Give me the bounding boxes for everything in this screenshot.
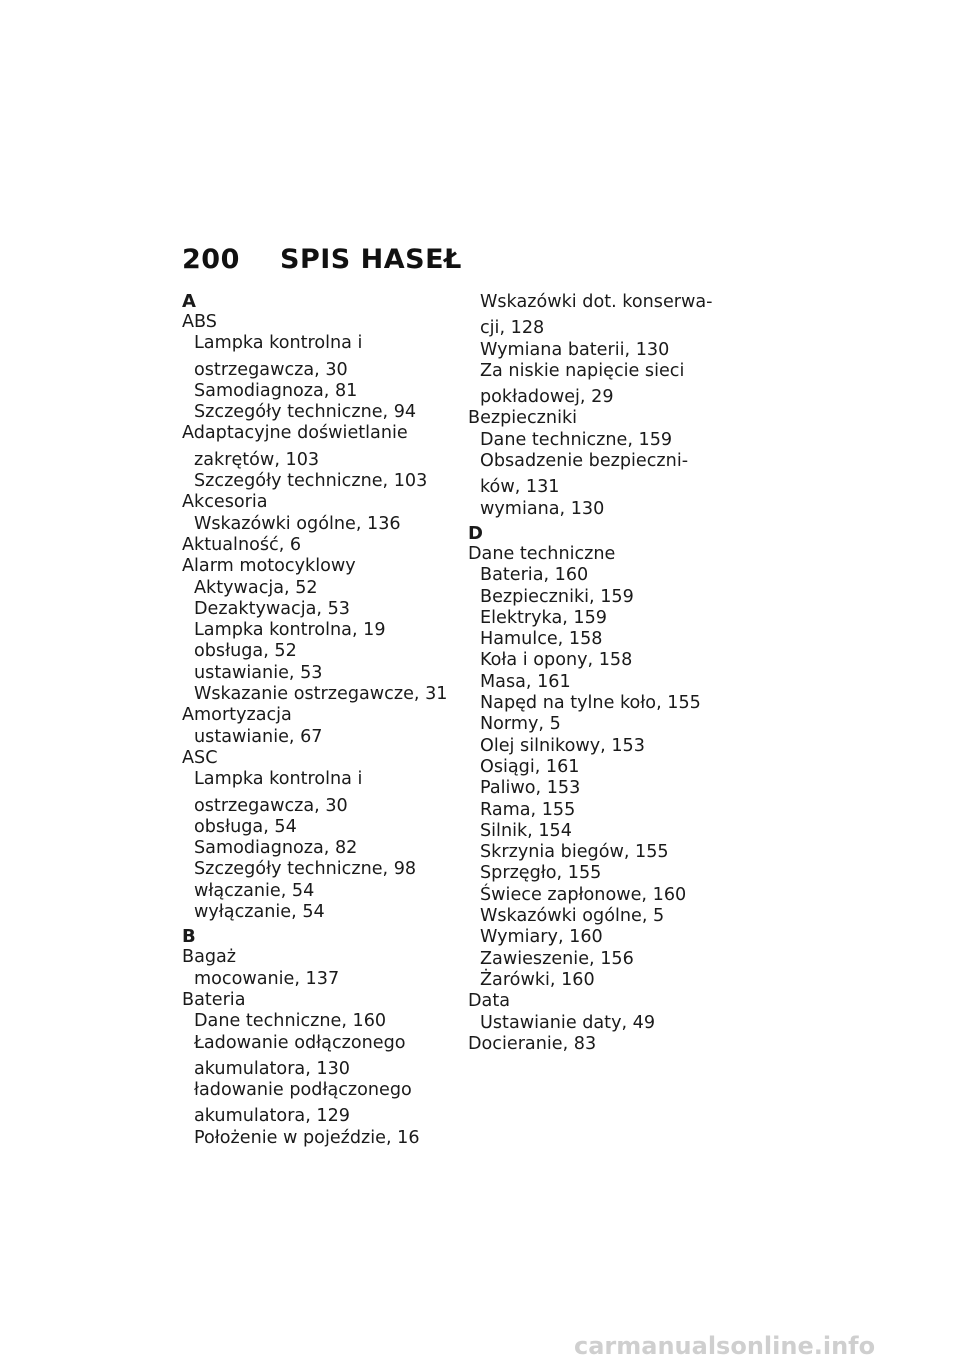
index-subentry: Ustawianie daty, 49 (480, 1012, 656, 1033)
index-letter-heading: B (182, 926, 196, 948)
index-subentry: wyłączanie, 54 (194, 902, 325, 923)
index-subentry: Skrzynia biegów, 155 (480, 842, 669, 863)
index-subentry: Obsadzenie bezpieczni- (480, 451, 689, 472)
index-subentry: Napęd na tylne koło, 155 (480, 693, 701, 714)
index-term: Aktualność, 6 (182, 534, 302, 555)
watermark-text: carmanualsonline.info (574, 1332, 876, 1360)
index-subentry: Wskazówki dot. konserwa- (480, 292, 713, 312)
index-subentry: Silnik, 154 (480, 820, 572, 841)
index-subentry: włączanie, 54 (194, 880, 315, 901)
page-title: SPIS HASEŁ (280, 244, 462, 275)
index-continuation: cji, 128 (480, 318, 545, 339)
index-subentry: Dezaktywacja, 53 (194, 598, 350, 619)
index-subentry: Olej silnikowy, 153 (480, 735, 645, 756)
index-subentry: Sprzęgło, 155 (480, 863, 602, 884)
index-subentry: Wskazówki ogólne, 136 (194, 513, 401, 534)
index-term: Amortyzacja (182, 705, 292, 726)
index-continuation: akumulatora, 129 (194, 1106, 350, 1127)
index-subentry: Szczegóły techniczne, 98 (194, 859, 417, 880)
index-subentry: Dane techniczne, 160 (194, 1011, 387, 1032)
index-term: Dane techniczne (468, 543, 616, 564)
index-subentry: Hamulce, 158 (480, 629, 603, 650)
index-subentry: Masa, 161 (480, 671, 571, 692)
index-term: ASC (182, 747, 218, 768)
index-subentry: Wskazówki ogólne, 5 (480, 906, 665, 927)
index-subentry: ustawianie, 67 (194, 726, 323, 747)
index-term: Bagaż (182, 947, 237, 968)
index-term: Akcesoria (182, 492, 268, 513)
index-subentry: Lampka kontrolna, 19 (194, 620, 386, 641)
index-subentry: obsługa, 54 (194, 816, 297, 837)
index-term: Docieranie, 83 (468, 1033, 597, 1054)
index-subentry: Osiągi, 161 (480, 756, 580, 777)
index-term: Bateria (182, 989, 246, 1010)
index-subentry: Bateria, 160 (480, 565, 589, 586)
index-column-right (468, 292, 733, 1055)
page-number: 200 (182, 244, 240, 275)
index-subentry: Rama, 155 (480, 799, 576, 820)
index-continuation: ostrzegawcza, 30 (194, 795, 348, 816)
index-term: ABS (182, 312, 217, 332)
index-subentry: Paliwo, 153 (480, 778, 581, 799)
index-subentry: mocowanie, 137 (194, 968, 340, 989)
index-continuation: ków, 131 (480, 477, 560, 498)
index-term: Adaptacyjne doświetlanie (182, 423, 408, 444)
index-subentry: Wskazanie ostrzegawcze, 31 (194, 684, 448, 705)
index-subentry: Elektryka, 159 (480, 607, 607, 628)
index-subentry: Żarówki, 160 (480, 969, 595, 990)
index-term: Alarm motocyklowy (182, 556, 356, 577)
index-column-left (182, 292, 447, 1149)
index-subentry: ładowanie podłączonego (194, 1080, 412, 1101)
index-continuation: akumulatora, 130 (194, 1058, 350, 1079)
index-subentry: Położenie w pojeździe, 16 (194, 1127, 420, 1148)
index-subentry: Lampka kontrolna i (194, 769, 363, 790)
index-continuation: pokładowej, 29 (480, 387, 614, 408)
index-subentry: Wymiary, 160 (480, 927, 603, 948)
index-subentry: Świece zapłonowe, 160 (480, 884, 687, 905)
index-subentry: Za niskie napięcie sieci (480, 360, 685, 381)
index-subentry: wymiana, 130 (480, 498, 605, 519)
index-subentry: Samodiagnoza, 81 (194, 380, 358, 401)
index-subentry: Lampka kontrolna i (194, 333, 363, 354)
index-subentry: Ładowanie odłączonego (194, 1032, 406, 1053)
index-term: Bezpieczniki (468, 408, 578, 429)
index-term: Data (468, 991, 511, 1012)
index-subentry: Szczegóły techniczne, 103 (194, 471, 428, 492)
index-subentry: Koła i opony, 158 (480, 650, 633, 671)
index-subentry: Szczegóły techniczne, 94 (194, 402, 417, 423)
index-subentry: Samodiagnoza, 82 (194, 838, 358, 859)
index-subentry: Wymiana baterii, 130 (480, 339, 670, 360)
index-continuation: zakrętów, 103 (194, 449, 320, 470)
index-continuation: ostrzegawcza, 30 (194, 359, 348, 380)
index-letter-heading: D (468, 522, 483, 544)
index-subentry: Dane techniczne, 159 (480, 429, 673, 450)
index-subentry: Bezpieczniki, 159 (480, 586, 634, 607)
index-subentry: Aktywacja, 52 (194, 577, 318, 598)
index-subentry: obsługa, 52 (194, 641, 297, 662)
index-subentry: Normy, 5 (480, 714, 561, 735)
index-subentry: Zawieszenie, 156 (480, 948, 634, 969)
index-subentry: ustawianie, 53 (194, 662, 323, 683)
index-letter-heading: A (182, 291, 196, 312)
